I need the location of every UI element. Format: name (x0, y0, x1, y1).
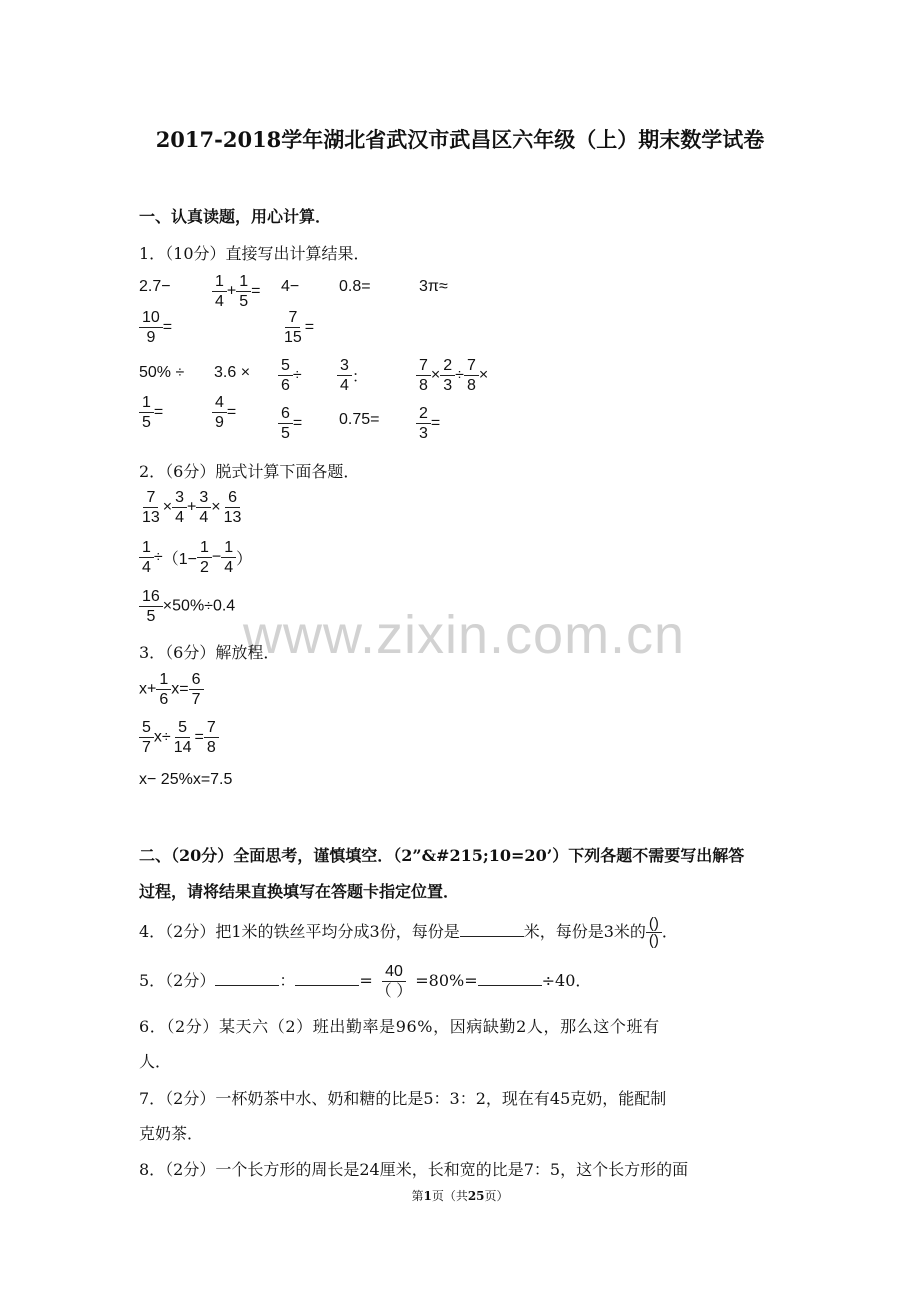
q1-item-c-frac: $\frac{7}{15}$ = (284, 309, 315, 346)
q2-label: 2．（6分）脱式计算下面各题． (139, 462, 360, 481)
q5: 5．（2分） ： = $\frac{40}{( )}$ =80%= ÷40． (139, 963, 592, 1000)
q6-line2: 人． (139, 1052, 172, 1071)
q1-item-e: 3π≈ (419, 278, 448, 295)
section1-heading: 一、认真读题，用心计算． (139, 207, 332, 226)
q5-blank-1[interactable] (215, 971, 279, 986)
q2-expr-3: $\frac{16}{5}$ ×50%÷0.4 (139, 587, 235, 626)
q1-item-j: $\frac{7}{8}$ × $\frac{2}{3}$ ÷ $\frac{7}{8}$ × (416, 356, 488, 395)
section2-heading-line2: 过程，请将结果直换填写在答题卡指定位置． (139, 882, 460, 901)
q5-blank-3[interactable] (478, 971, 542, 986)
q6-line1: 6．（2分）某天六（2）班出勤率是96%，因病缺勤2人，那么这个班有 (139, 1017, 660, 1036)
q7-line1: 7．（2分）一杯奶茶中水、奶和糖的比是5：3：2，现在有45克奶，能配制 (139, 1089, 667, 1108)
q1-item-i: $\frac{3}{4}$ ： (337, 356, 368, 395)
q3-expr-2: $\frac{5}{7}$ x÷ $\frac{5}{14}$ = $\frac{7}{8}$ (139, 718, 219, 757)
q3-expr-3: x− 25%x=7.5 (139, 771, 233, 788)
q1-item-j-frac: $\frac{2}{3}$ = (416, 404, 440, 443)
q4: 4．（2分）把1米的铁丝平均分成3份，每份是 米，每份是3米的 $\frac{()}{()}$ ． (139, 915, 678, 949)
q1-item-h-frac: $\frac{6}{5}$ = (278, 404, 302, 443)
q7-line2: 克奶茶． (139, 1124, 204, 1143)
q1-item-f-frac: $\frac{1}{5}$ = (139, 393, 163, 432)
q5-blank-2[interactable] (295, 971, 359, 986)
q4-blank[interactable] (460, 922, 524, 937)
q1-item-c: 4− (281, 278, 300, 295)
q2-expr-2: $\frac{1}{4}$ ÷（1− $\frac{1}{2}$ − $\frac{1}{4}$ ） (139, 538, 252, 577)
page-title: 2017-2018学年湖北省武汉市武昌区六年级（上）期末数学试卷 (155, 127, 765, 152)
section2-heading-line1: 二、（20分）全面思考，谨慎填空．（2”&#215;10=20’）下列各题不需要写出解答 (139, 846, 745, 865)
q1-item-d: 0.8= (339, 278, 371, 295)
q3-expr-1: x+ $\frac{1}{6}$ x= $\frac{6}{7}$ (139, 670, 204, 709)
q1-item-f: 50% ÷ (139, 364, 185, 381)
q1-label: 1．（10分）直接写出计算结果． (139, 244, 370, 263)
q1-item-h: $\frac{5}{6}$ ÷ (278, 356, 302, 395)
q1-item-a: 2.7− (139, 278, 171, 295)
q1-item-g: 3.6 × (214, 364, 251, 381)
q2-expr-1: $\frac{7}{13}$ × $\frac{3}{4}$ + $\frac{3}{4}$ × $\frac{6}{13}$ (142, 489, 242, 526)
q8-line1: 8．（2分）一个长方形的周长是24厘米，长和宽的比是7：5，这个长方形的面 (139, 1160, 689, 1179)
q1-item-a-frac: $\frac{10}{9}$ = (139, 308, 172, 347)
q1-item-b: $\frac{1}{4}$ + $\frac{1}{5}$ = (212, 272, 261, 311)
q3-label: 3．（6分）解放程． (139, 643, 280, 662)
page-footer: 第1页（共25页） (411, 1189, 509, 1203)
q1-item-g-frac: $\frac{4}{9}$ = (212, 393, 236, 432)
watermark: www.zixin.com.cn (243, 605, 686, 665)
q1-item-i-rest: 0.75= (339, 411, 380, 428)
